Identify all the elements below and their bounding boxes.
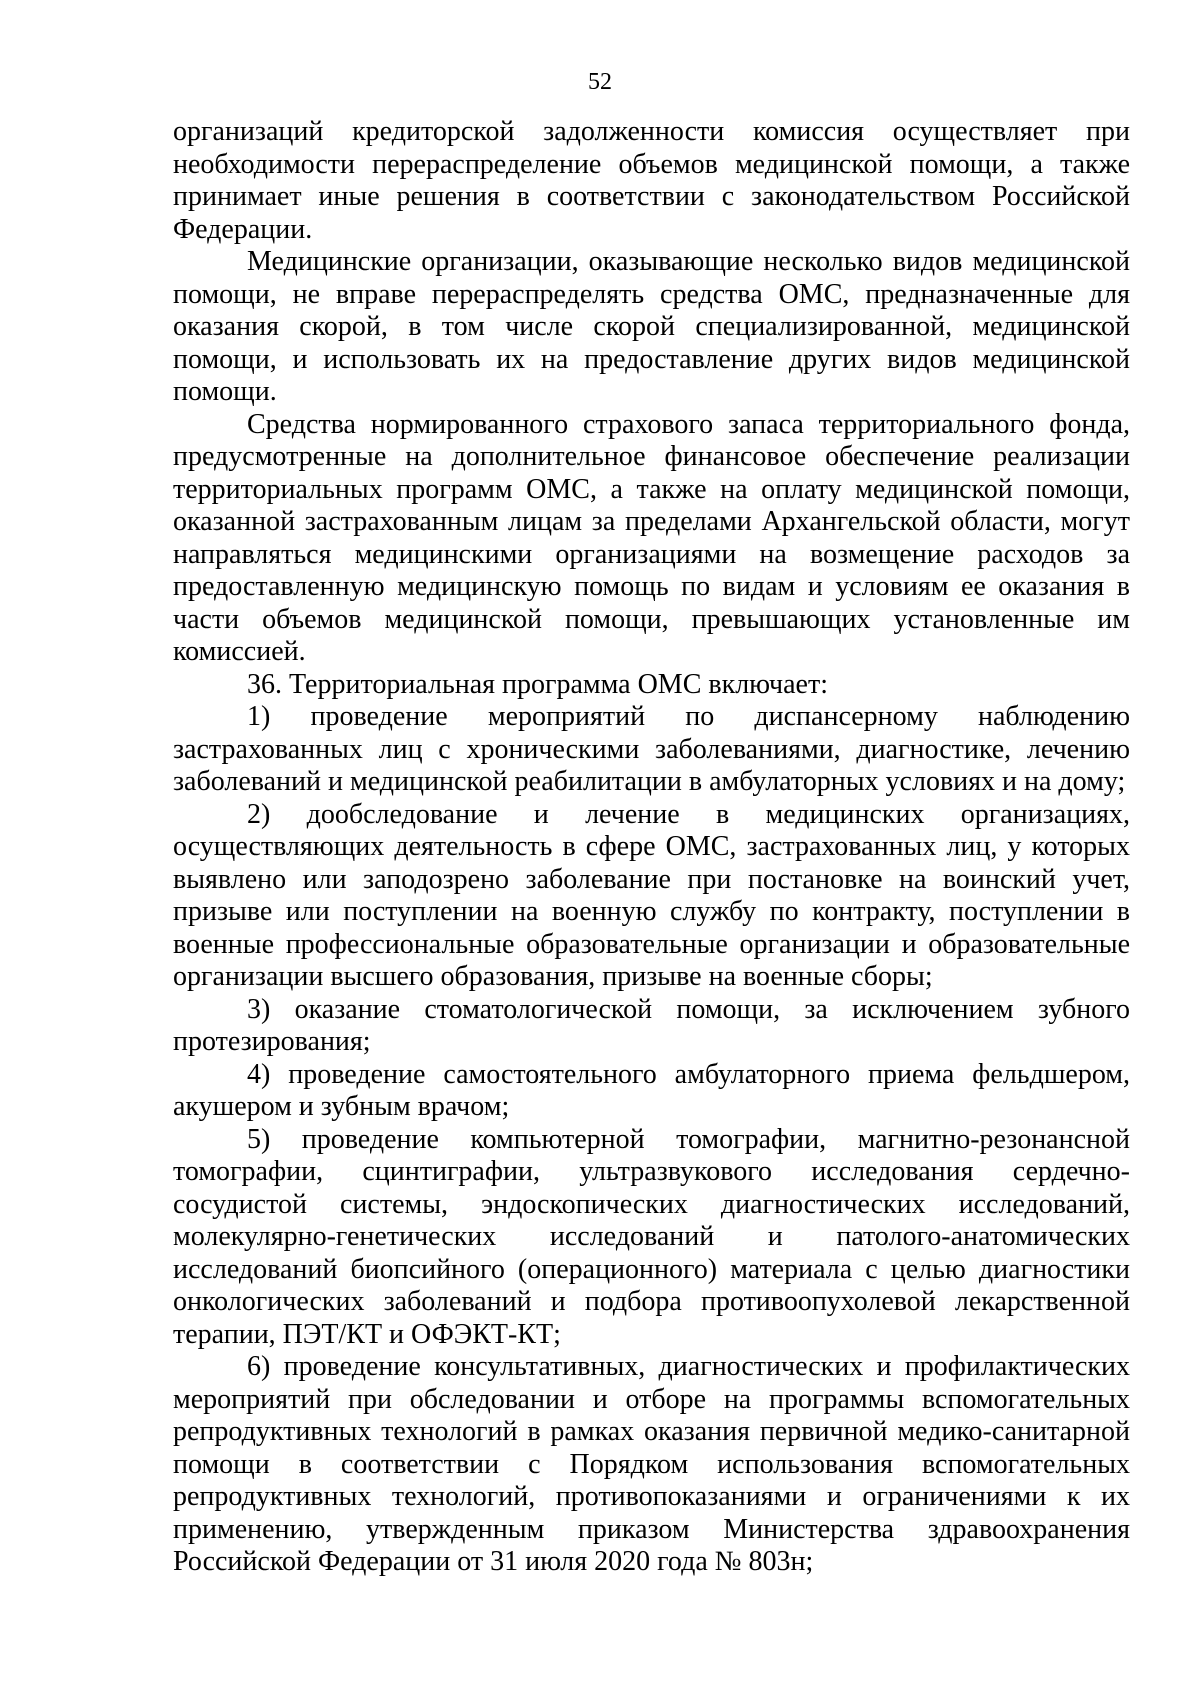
page-number: 52 (588, 69, 612, 95)
list-item-3: 3) оказание стоматологической помощи, за исключением зубного протезирования; (173, 993, 1130, 1057)
list-item-2: 2) дообследование и лечение в медицинских организациях, осуществляющих деятельность в сфере ОМС, застрахованных лиц, у которых выявлено или заподозрено заболевание при постановке на воинский учет, призыве или поступлении на военную службу по контракту, поступлении в военные профессиональные образовательные организации и образовательные организации высшего образования, призыве на военные сборы; (173, 798, 1130, 992)
paragraph-medical-organizations: Медицинские организации, оказывающие несколько видов медицинской помощи, не вправе перераспределять средства ОМС, предназначенные для оказания скорой, в том числе скорой специализированной, медицинской помощи, и использовать их на предоставление других видов медицинской помощи. (173, 246, 1130, 407)
paragraph-insurance-reserve: Средства нормированного страхового запаса территориального фонда, предусмотренные на дополнительное финансовое обеспечение реализации территориальных программ ОМС, а также на оплату медицинской помощи, оказанной застрахованным лицам за пределами Архангельской области, могут направляться медицинскими организациями на возмещение расходов за предоставленную медицинскую помощь по видам и условиям ее оказания в части объемов медицинской помощи, превышающих установленные им комиссией. (173, 408, 1130, 667)
list-item-5: 5) проведение компьютерной томографии, магнитно-резонансной томографии, сцинтиграфии, ультразвукового исследования сердечно-сосудистой системы, эндоскопических диагностических исследований, молекулярно-генетических исследований и патолого-анатомических исследований биопсийного (операционного) материала с целью диагностики онкологических заболеваний и подбора противоопухолевой лекарственной терапии, ПЭТ/КТ и ОФЭКТ-КТ; (173, 1123, 1130, 1350)
paragraph-continuation: организаций кредиторской задолженности комиссия осуществляет при необходимости перераспределение объемов медицинской помощи, а также принимает иные решения в соответствии с законодательством Российской Федерации. (173, 116, 1130, 245)
list-item-4: 4) проведение самостоятельного амбулаторного приема фельдшером, акушером и зубным врачом; (173, 1058, 1130, 1122)
section-heading-36: 36. Территориальная программа ОМС включает: (247, 668, 828, 700)
document-body (173, 116, 1130, 1579)
list-item-6: 6) проведение консультативных, диагностических и профилактических мероприятий при обследовании и отборе на программы вспомогательных репродуктивных технологий в рамках оказания первичной медико-санитарной помощи в соответствии с Порядком использования вспомогательных репродуктивных технологий, противопоказаниями и ограничениями к их применению, утвержденным приказом Министерства здравоохранения Российской Федерации от 31 июля 2020 года № 803н; (173, 1351, 1130, 1577)
list-item-1: 1) проведение мероприятий по диспансерному наблюдению застрахованных лиц с хроническими заболеваниями, диагностике, лечению заболеваний и медицинской реабилитации в амбулаторных условиях и на дому; (173, 701, 1130, 797)
